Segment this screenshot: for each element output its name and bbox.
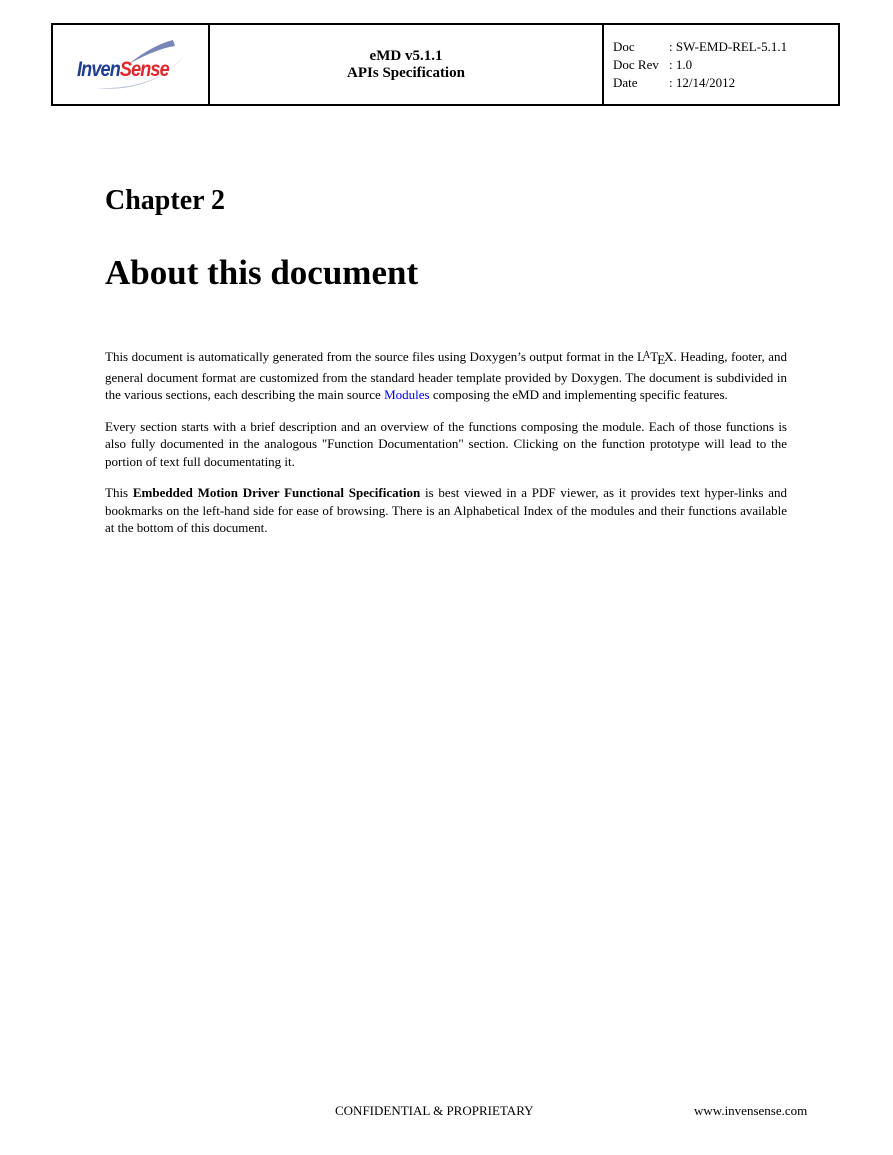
p3-text-start: This [105, 485, 133, 500]
logo-cell [52, 24, 209, 105]
meta-key: Doc Rev [613, 57, 659, 72]
footer-confidential: CONFIDENTIAL & PROPRIETARY [335, 1103, 534, 1118]
chapter-label: Chapter 2 [105, 185, 226, 216]
meta-key: Doc [613, 39, 635, 54]
paragraph-3 [105, 484, 787, 537]
p3-text-end: is best viewed in a PDF viewer, as it provides text hyper-links and bookmarks on the left-hand side for ease of browsing. There is an Alphabetical Index of the modules and their functions available at the bottom of this document. [105, 485, 787, 535]
p1-text-end: composing the eMD and implementing specific features. [429, 387, 728, 402]
meta-value: : SW-EMD-REL-5.1.1 [669, 39, 788, 54]
meta-value: : 1.0 [669, 57, 693, 72]
latex-logo-t: T [650, 349, 659, 364]
p1-text-start: This document is automatically generated from the source files using Doxygen’s output format in the L [105, 349, 645, 364]
footer-website: www.invensense.com [694, 1103, 808, 1118]
modules-link[interactable]: Modules [384, 387, 430, 402]
meta-row-date [613, 74, 838, 92]
paragraph-2: Every section starts with a brief description and an overview of the functions composing the module. Each of those functions is also fully documented in the analogous "Function Documentation" section. Clicking on the function prototype will lead to the portion of text full documentating it. [105, 418, 787, 469]
latex-logo-a: A [643, 350, 651, 361]
meta-key: Date [613, 75, 638, 90]
latex-logo-x: X [664, 349, 674, 364]
header-title-line1: eMD v5.1.1 [369, 47, 443, 64]
meta-value: : 12/14/2012 [669, 75, 736, 90]
header-title-cell [209, 24, 603, 105]
paragraph-1 [105, 347, 787, 404]
meta-row-doc-rev [613, 56, 838, 74]
spec-title-bold: Embedded Motion Driver Functional Specification [132, 485, 421, 500]
meta-row-doc [613, 38, 838, 56]
logo-text-inven: Inven [76, 57, 120, 81]
p1-text-middle: . Heading, footer, and general document format are customized from the standard header template provided by Doxygen. The document is subdivided in the various sections, each describing the main source [105, 349, 787, 402]
chapter-title: About this document [105, 253, 419, 292]
logo-text-sense: Sense [119, 57, 169, 81]
header-title-line2: APIs Specification [347, 64, 465, 81]
logo-wordmark [77, 58, 169, 82]
latex-logo-e: E [657, 352, 666, 367]
invensense-logo [75, 34, 187, 96]
document-header [51, 23, 840, 106]
body-text [105, 347, 787, 551]
header-meta-cell [603, 24, 839, 105]
